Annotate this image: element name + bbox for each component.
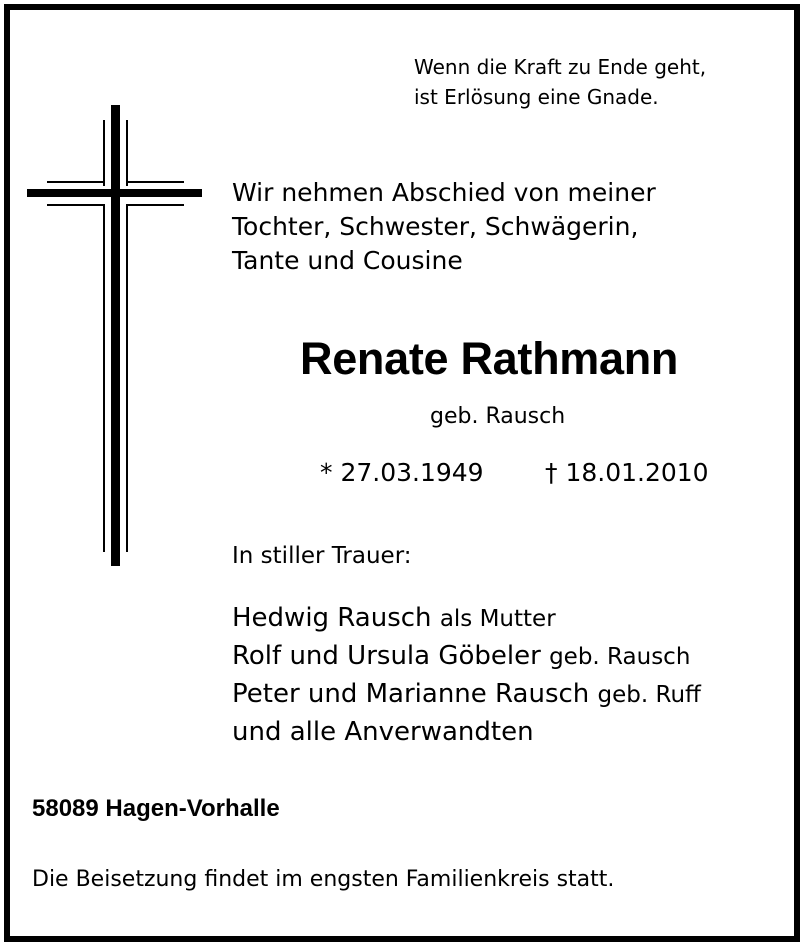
mourner-row xyxy=(232,714,701,751)
death-date xyxy=(545,458,709,487)
mourner-row xyxy=(232,676,701,714)
deceased-name: Renate Rathmann xyxy=(300,333,679,384)
mourner-relation: geb. Rausch xyxy=(549,644,691,670)
death-date-value: 18.01.2010 xyxy=(565,458,709,487)
mourner-row xyxy=(232,600,701,638)
mourner-name: Rolf und Ursula Göbeler xyxy=(232,641,541,671)
intro-line: Wir nehmen Abschied von meiner xyxy=(232,178,656,207)
mourning-heading: In stiller Trauer: xyxy=(232,543,412,569)
mourner-name: und alle Anverwandten xyxy=(232,717,534,747)
mourner-relation: als Mutter xyxy=(439,606,556,632)
intro-line: Tante und Cousine xyxy=(232,246,463,275)
birth-date-value: 27.03.1949 xyxy=(340,458,484,487)
place-line: 58089 Hagen-Vorhalle xyxy=(32,795,280,822)
motto-line: Wenn die Kraft zu Ende geht, xyxy=(414,55,707,79)
mourners-list xyxy=(232,600,701,751)
maiden-name: geb. Rausch xyxy=(430,404,566,429)
funeral-note: Die Beisetzung findet im engsten Familienkreis statt. xyxy=(32,867,615,892)
birth-date xyxy=(320,458,484,487)
intro-line: Tochter, Schwester, Schwägerin, xyxy=(232,212,639,241)
intro-text xyxy=(232,176,656,278)
death-symbol: † xyxy=(545,458,558,487)
birth-symbol: * xyxy=(320,458,333,487)
motto xyxy=(414,52,706,112)
mourner-row xyxy=(232,638,701,676)
mourner-name: Hedwig Rausch xyxy=(232,603,432,633)
mourner-name: Peter und Marianne Rausch xyxy=(232,679,590,709)
motto-line: ist Erlösung eine Gnade. xyxy=(414,85,659,109)
mourner-relation: geb. Ruff xyxy=(597,682,701,708)
